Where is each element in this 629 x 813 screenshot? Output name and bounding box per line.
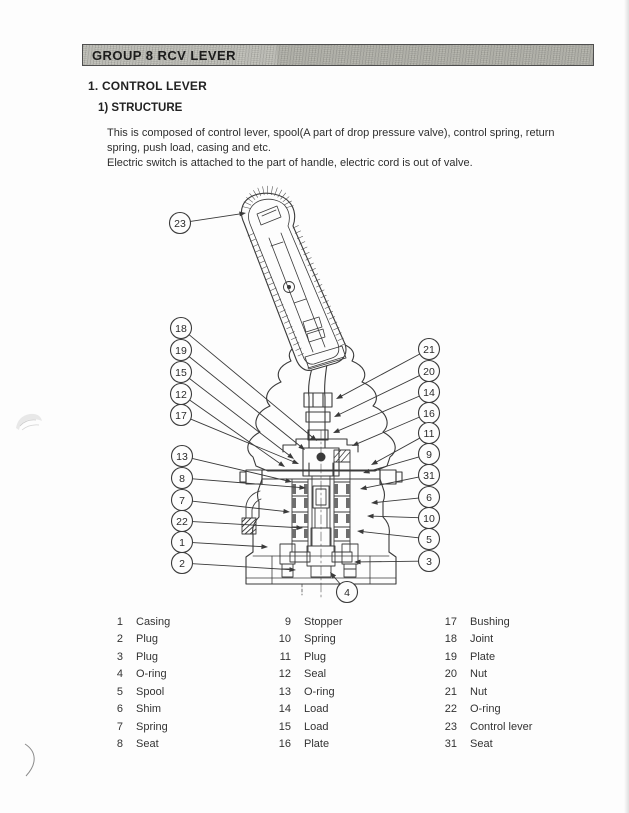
paragraph: Electric switch is attached to the part of handle, electric cord is out of valve. <box>107 157 473 169</box>
callout-number: 9 <box>426 448 432 461</box>
callout-number: 1 <box>179 536 185 549</box>
callout-number: 13 <box>176 450 188 463</box>
part-number: 13 <box>278 685 291 698</box>
part-name: Casing <box>136 615 171 628</box>
part-row <box>97 701 170 719</box>
part-number: 22 <box>444 703 457 716</box>
part-row <box>431 736 532 754</box>
callout-number: 15 <box>175 366 187 379</box>
parts-column-1 <box>97 613 170 753</box>
callout-number: 8 <box>179 472 185 485</box>
callout-number: 31 <box>423 469 435 482</box>
part-number: 17 <box>444 615 457 628</box>
part-number: 8 <box>116 738 123 751</box>
part-name: Plug <box>304 650 327 663</box>
part-number: 19 <box>444 650 457 663</box>
callout-number: 12 <box>175 388 187 401</box>
part-number: 6 <box>116 703 123 716</box>
part-row <box>97 736 170 754</box>
callout-number: 16 <box>423 407 435 420</box>
part-name: Load <box>304 703 329 716</box>
part-name: Plug <box>136 650 159 663</box>
part-name: Seal <box>304 668 327 681</box>
subsection-title: 1) STRUCTURE <box>98 102 183 114</box>
part-number: 4 <box>116 668 123 681</box>
part-row <box>431 631 532 649</box>
part-name: Spring <box>136 720 168 733</box>
callout-10 <box>367 508 440 529</box>
part-number: 5 <box>116 685 123 698</box>
part-name: O-ring <box>470 703 501 716</box>
callout-3 <box>354 551 440 572</box>
part-name: O-ring <box>304 685 335 698</box>
part-name: Spool <box>136 685 165 698</box>
part-name: Plate <box>304 738 330 751</box>
part-row <box>265 666 343 684</box>
part-number: 2 <box>116 633 123 646</box>
part-row <box>265 683 343 701</box>
callout-number: 3 <box>426 555 432 568</box>
part-row <box>431 701 532 719</box>
part-name: Spring <box>304 633 336 646</box>
part-row <box>265 736 343 754</box>
callout-number: 10 <box>423 512 435 525</box>
callout-number: 5 <box>426 533 432 546</box>
callout-number: 20 <box>423 365 435 378</box>
part-row <box>265 631 343 649</box>
control-lever-handle <box>241 186 346 370</box>
part-row <box>265 648 343 666</box>
part-number: 20 <box>444 668 457 681</box>
part-row <box>431 666 532 684</box>
callout-number: 17 <box>175 409 187 422</box>
part-row <box>431 718 532 736</box>
part-number: 15 <box>278 720 291 733</box>
part-row <box>97 666 170 684</box>
part-number: 7 <box>116 720 123 733</box>
part-number: 10 <box>278 633 291 646</box>
callout-number: 18 <box>175 322 187 335</box>
callout-number: 14 <box>423 386 435 399</box>
parts-list <box>97 613 602 758</box>
parts-column-3 <box>431 613 532 753</box>
paragraph: This is composed of control lever, spool(A part of drop pressure valve), control spring, return spring, push load, casing and etc. <box>107 127 555 154</box>
scan-smudge <box>16 414 42 430</box>
part-name: Seat <box>470 738 493 751</box>
part-name: Nut <box>470 685 488 698</box>
part-name: Shim <box>136 703 162 716</box>
callout-number: 22 <box>176 515 188 528</box>
section-title: 1. CONTROL LEVER <box>88 79 207 93</box>
part-name: Seat <box>136 738 159 751</box>
part-name: Stopper <box>304 615 343 628</box>
part-number: 14 <box>278 703 291 716</box>
part-name: Bushing <box>470 615 510 628</box>
part-name: Load <box>304 720 329 733</box>
callout-6 <box>371 487 440 508</box>
part-row <box>431 613 532 631</box>
part-row <box>97 648 170 666</box>
part-name: Nut <box>470 668 488 681</box>
part-row <box>265 718 343 736</box>
lever-rod <box>304 364 332 448</box>
part-number: 9 <box>284 615 291 628</box>
part-row <box>431 683 532 701</box>
callout-5 <box>357 529 440 550</box>
part-number: 18 <box>444 633 457 646</box>
part-number: 3 <box>116 650 123 663</box>
part-number: 21 <box>444 685 457 698</box>
callout-number: 6 <box>426 491 432 504</box>
part-name: Plug <box>136 633 159 646</box>
part-name: Control lever <box>470 720 533 733</box>
part-row <box>97 631 170 649</box>
part-name: Joint <box>470 633 494 646</box>
callout-number: 11 <box>423 427 435 440</box>
callout-number: 7 <box>179 494 185 507</box>
part-number: 12 <box>278 668 291 681</box>
part-row <box>431 648 532 666</box>
group-header-title: GROUP 8 RCV LEVER <box>92 47 236 63</box>
part-row <box>265 613 343 631</box>
callout-23 <box>170 212 247 234</box>
part-row <box>265 701 343 719</box>
part-number: 1 <box>116 615 123 628</box>
part-name: Plate <box>470 650 496 663</box>
part-row <box>97 718 170 736</box>
part-number: 23 <box>444 720 457 733</box>
part-number: 31 <box>444 738 457 751</box>
callout-number: 21 <box>423 343 435 356</box>
part-number: 16 <box>278 738 291 751</box>
callout-7 <box>172 490 291 514</box>
callout-number: 2 <box>179 557 185 570</box>
parts-column-2 <box>265 613 343 753</box>
part-row <box>97 613 170 631</box>
callout-number: 19 <box>175 344 187 357</box>
part-number: 11 <box>279 650 291 663</box>
part-name: O-ring <box>136 668 167 681</box>
part-row <box>97 683 170 701</box>
callout-number: 4 <box>344 586 350 599</box>
callout-number: 23 <box>174 217 186 230</box>
scan-mark-bottom-left <box>25 744 34 776</box>
